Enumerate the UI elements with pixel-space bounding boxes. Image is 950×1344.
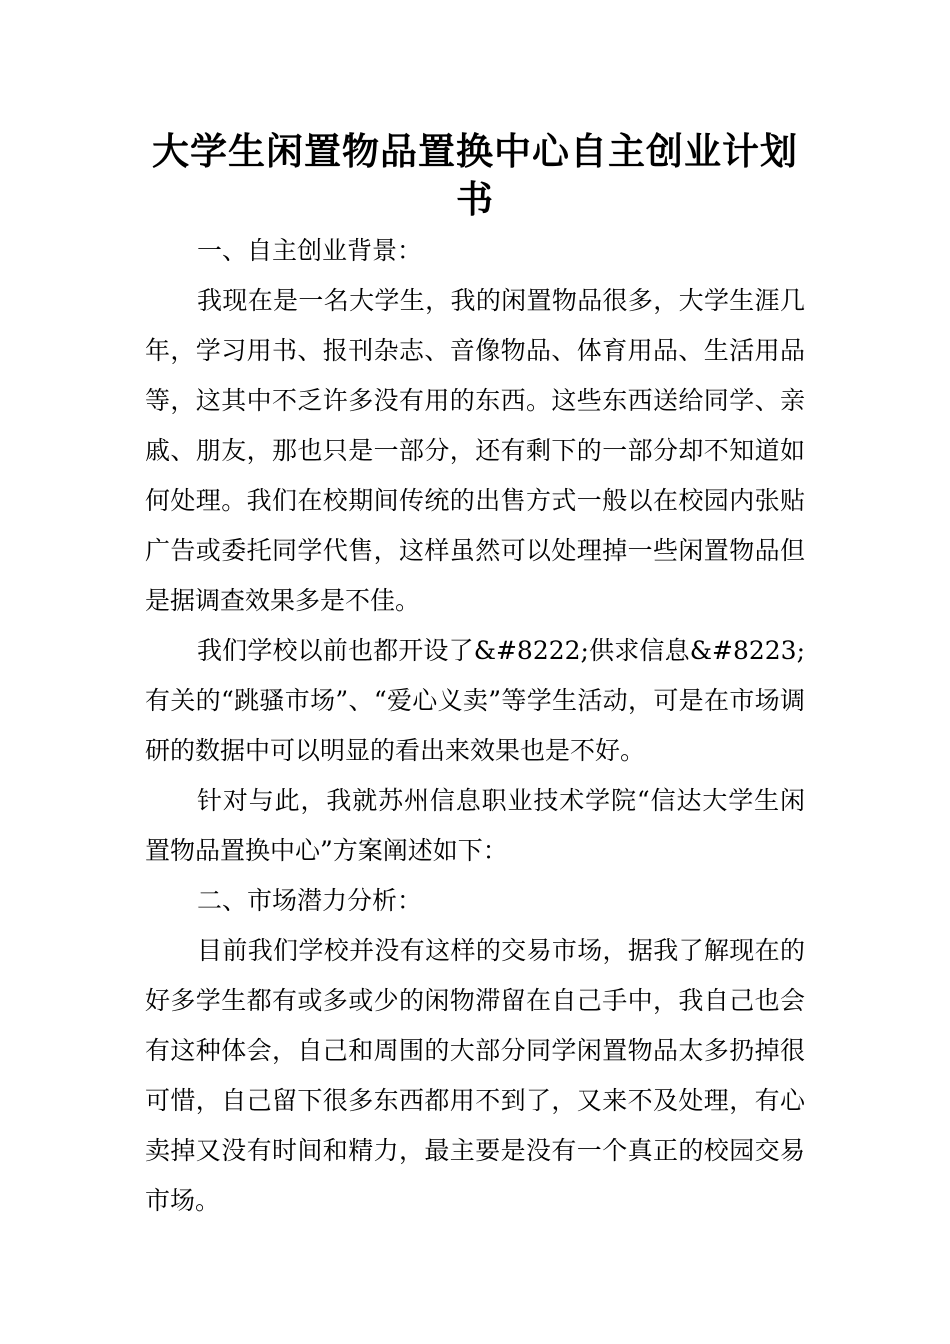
paragraph-background: 我现在是一名大学生，我的闲置物品很多，大学生涯几年，学习用书、报刊杂志、音像物品、体育用品、生活用品等，这其中不乏许多没有用的东西。这些东西送给同学、亲戚、朋友，那也只是一部分，还有剩下的一部分却不知道如何处理。我们在校期间传统的出售方式一般以在校园内张贴广告或委托同学代售，这样虽然可以处理掉一些闲置物品但是据调查效果多是不佳。 (145, 286, 805, 615)
paragraph-school-activities: 我们学校以前也都开设了&#8222;供求信息&#8223;有关的“跳骚市场”、“爱心义卖”等学生活动，可是在市场调研的数据中可以明显的看出来效果也是不好。 (145, 636, 805, 765)
paragraph-market-analysis: 目前我们学校并没有这样的交易市场，据我了解现在的好多学生都有或多或少的闲物滞留在自己手中，我自己也会有这种体会，自己和周围的大部分同学闲置物品太多扔掉很可惜，自己留下很多东西都用不到了，又来不及处理，有心卖掉又没有时间和精力，最主要是没有一个真正的校园交易市场。 (145, 936, 805, 1215)
section-heading-background: 一、自主创业背景： (197, 236, 423, 265)
document-body (145, 226, 805, 1226)
document-title: 大学生闲置物品置换中心自主创业计划书 (152, 130, 798, 221)
section-heading-market: 二、市场潜力分析： (197, 886, 423, 915)
paragraph-proposal-intro: 针对与此，我就苏州信息职业技术学院“信达大学生闲置物品置换中心”方案阐述如下： (145, 786, 805, 865)
